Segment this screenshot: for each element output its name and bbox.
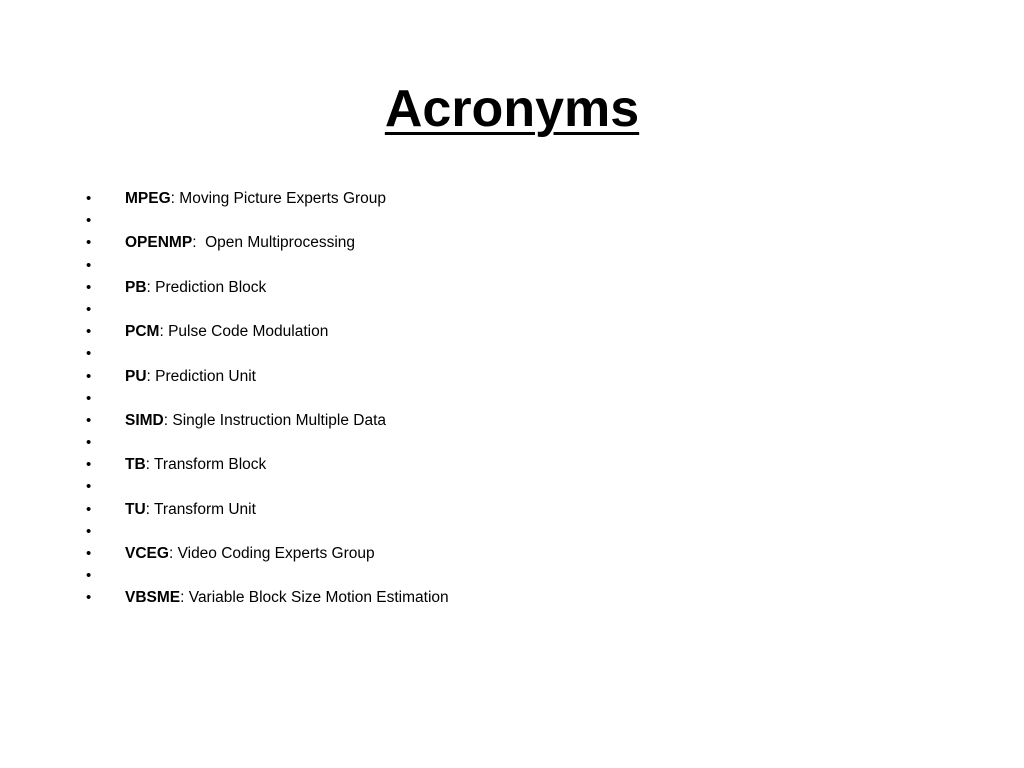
bullet-icon: • <box>86 411 92 429</box>
bullet-icon: • <box>86 545 92 562</box>
acronym-definition: Prediction Unit <box>155 367 256 385</box>
acronym-term: OPENMP <box>125 234 193 252</box>
bullet-icon: • <box>86 500 92 518</box>
acronym-definition: Transform Unit <box>154 500 256 518</box>
bullet-icon: • <box>86 389 92 407</box>
list-item-text <box>125 543 375 565</box>
acronym-definition: Single Instruction Multiple Data <box>172 411 387 429</box>
bullet-icon: • <box>86 278 92 296</box>
list-item-text <box>125 321 328 343</box>
acronym-definition: Transform Block <box>154 456 267 474</box>
bullet-icon: • <box>86 234 92 252</box>
acronym-separator: : <box>146 367 156 385</box>
bullet-icon: • <box>86 434 92 452</box>
acronym-separator: : <box>168 545 178 562</box>
bullet-icon: • <box>86 589 92 607</box>
bullet-icon: • <box>86 522 92 540</box>
acronym-term: VCEG <box>125 545 169 562</box>
list-item-text <box>125 188 386 210</box>
acronym-definition: Variable Block Size Motion Estimation <box>188 589 449 607</box>
acronym-term: VBSME <box>125 589 181 607</box>
slide-title: Acronyms <box>384 80 640 138</box>
bullet-icon: • <box>86 345 92 363</box>
list-item-text <box>125 587 449 609</box>
acronym-term: SIMD <box>125 411 164 429</box>
acronym-term: MPEG <box>125 190 171 207</box>
acronym-separator: : <box>192 234 206 252</box>
bullet-icon: • <box>86 212 92 230</box>
bullet-icon: • <box>86 478 92 496</box>
acronym-definition: Video Coding Experts Group <box>177 545 375 562</box>
acronym-separator: : <box>163 411 173 429</box>
list-item-text <box>125 277 266 299</box>
acronym-term: PCM <box>125 323 160 341</box>
list-item-text <box>125 499 256 521</box>
bullet-icon: • <box>86 323 92 341</box>
acronym-definition: Open Multiprocessing <box>205 234 356 252</box>
acronym-term: TB <box>125 456 146 474</box>
bullet-icon: • <box>86 567 92 585</box>
acronym-definition: Pulse Code Modulation <box>168 323 329 341</box>
acronym-separator: : <box>170 190 180 207</box>
bullet-icon: • <box>86 256 92 274</box>
acronym-term: TU <box>125 500 146 518</box>
acronym-separator: : <box>159 323 169 341</box>
acronym-definition: Prediction Block <box>155 278 267 296</box>
list-item-text <box>125 454 266 476</box>
acronym-separator: : <box>145 456 155 474</box>
acronym-term: PB <box>125 278 147 296</box>
acronym-separator: : <box>145 500 155 518</box>
list-item-text <box>125 410 386 432</box>
bullet-icon: • <box>86 456 92 474</box>
acronym-separator: : <box>146 278 156 296</box>
acronym-separator: : <box>180 589 189 607</box>
bullet-icon: • <box>86 190 92 207</box>
acronym-definition: Moving Picture Experts Group <box>179 190 387 207</box>
list-item-text <box>125 366 256 388</box>
bullet-icon: • <box>86 300 92 318</box>
list-item-text <box>125 232 355 254</box>
acronym-term: PU <box>125 367 147 385</box>
bullet-icon: • <box>86 367 92 385</box>
